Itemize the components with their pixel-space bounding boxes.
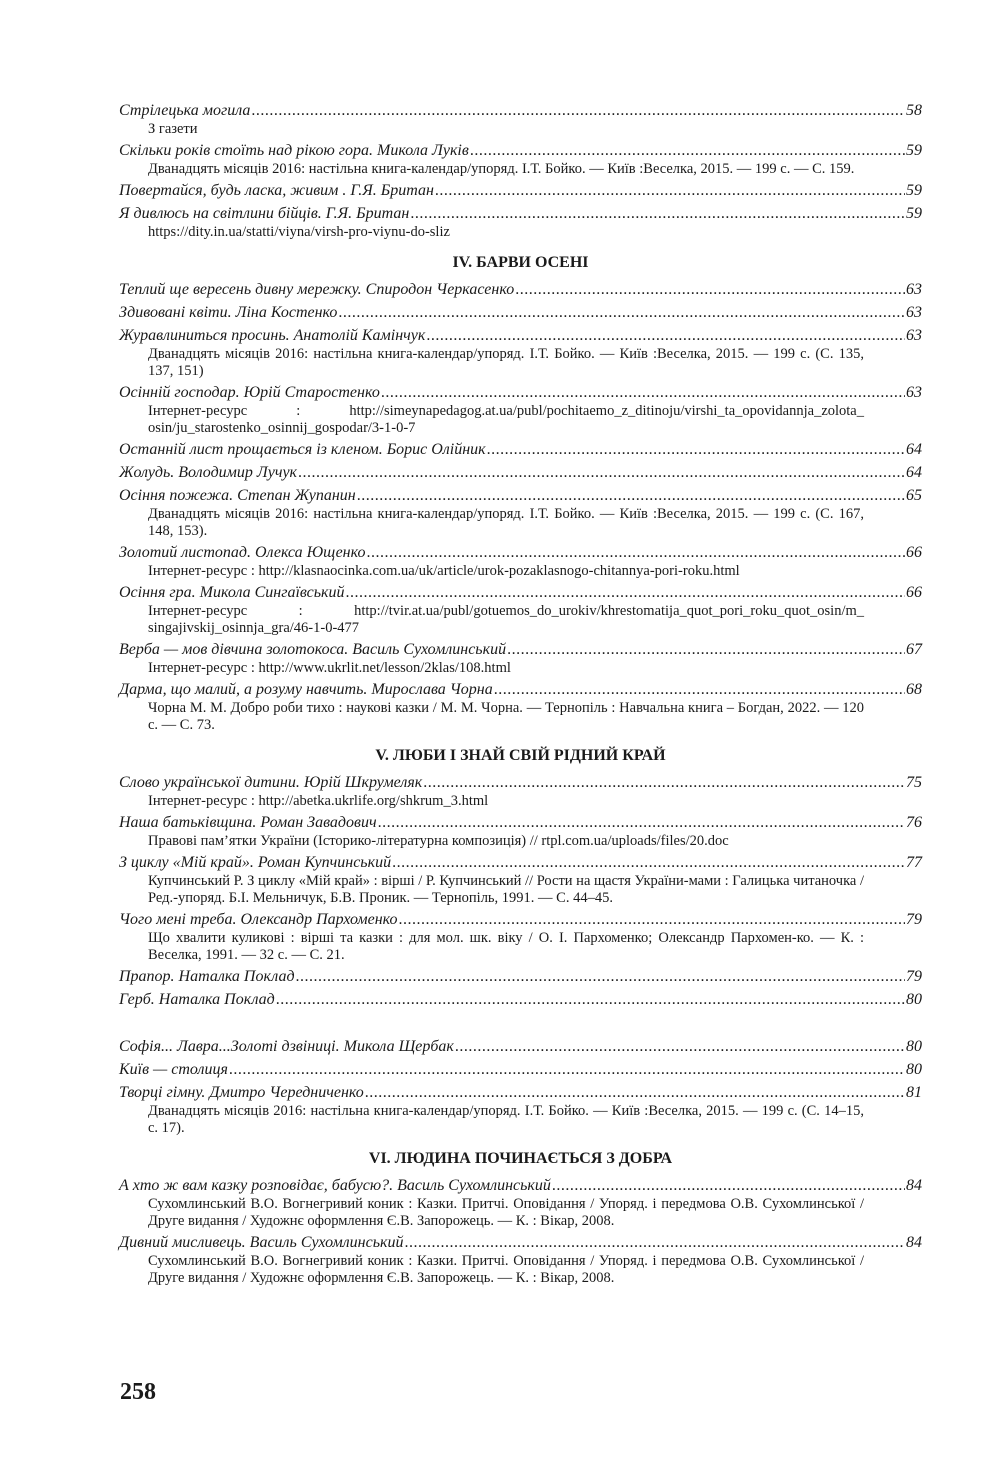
toc-line [119,439,922,460]
entry-title: Повертайся, будь ласка, живим . Г.Я. Британ [119,182,434,199]
toc-entry [119,966,922,987]
entry-page: 64 [906,464,922,481]
leader-dots [552,1175,905,1196]
leader-dots [366,542,905,563]
entry-page: 59 [906,142,922,159]
toc-line [119,582,922,603]
entry-page: 67 [906,641,922,658]
toc-line [119,462,922,483]
entry-page: 76 [906,814,922,831]
section-heading: IV. БАРВИ ОСЕНІ [452,254,589,271]
entry-page: 79 [906,911,922,928]
entry-title: Осіння гра. Микола Сингаївський [119,584,345,601]
leader-dots [251,100,905,121]
entry-title: Здивовані квіти. Ліна Костенко [119,304,338,321]
toc-entry [119,382,922,437]
leader-dots [399,909,905,930]
toc-entry [119,180,922,201]
entry-page: 81 [906,1084,922,1101]
entry-page: 63 [906,281,922,298]
entry-title: З циклу «Мій край». Роман Купчинський [119,854,392,871]
toc-line [119,1175,922,1196]
leader-dots [276,989,905,1010]
toc-line [119,909,922,930]
toc-line [119,302,922,323]
leader-dots [494,679,905,700]
toc-entry [119,203,922,241]
leader-dots [365,1082,905,1103]
entry-source: Що хвалити куликові : вірші та казки : для мол. шк. віку / О. І. Пархоменко; Олександр Пархомен-ко. — К. : Веселка, 1991. — 32 с. — С. 21. [148,930,864,963]
blank-gap [119,1012,922,1036]
entry-source: Дванадцять місяців 2016: настільна книга-календар/упоряд. І.Т. Бойко. — Київ :Веселка, 2015. — 199 с. (С. 135, 137, 151) [148,346,864,379]
entry-source: Дванадцять місяців 2016: настільна книга-календар/упоряд. І.Т. Бойко. — Київ :Веселка, 2015. — 199 с. — С. 159. [148,161,855,177]
toc-entry [119,1059,922,1080]
entry-source: Інтернет-ресурс : http://simeynapedagog.at.ua/publ/pochitaemo_z_ditinoju/virshi_ta_opovidannja_zolota_ osin/ju_starostenko_osinnij_gospodar/3-1-0-7 [148,403,864,436]
toc-line [119,140,922,161]
leader-dots [410,203,905,224]
table-of-contents [119,100,922,1289]
entry-source: Правові пам’ятки України (Історико-літературна композиція) // rtpl.com.ua/uploads/files/20.doc [148,833,729,849]
entry-source: Інтернет-ресурс : http://www.ukrlit.net/lesson/2klas/108.html [148,660,511,676]
leader-dots [296,966,905,987]
toc-line [119,325,922,346]
toc-entry [119,989,922,1010]
entry-source: Сухомлинський В.О. Вогнегривий коник : Казки. Притчі. Оповідання / Упоряд. і передмова О.В. Сухомлинської / Друге видання / Художнє оформлення Є.В. Запорожець. — К. : Вікар, 2008. [148,1253,864,1286]
entry-title: Золотий листопад. Олекса Ющенко [119,544,366,561]
entry-page: 80 [906,991,922,1008]
entry-title: А хто ж вам казку розповідає, бабусю?. Василь Сухомлинський [119,1177,551,1194]
toc-line [119,279,922,300]
entry-source: Дванадцять місяців 2016: настільна книга-календар/упоряд. І.Т. Бойко. — Київ :Веселка, 2015. — 199 с. (С. 14–15, с. 17). [148,1103,864,1136]
toc-group [119,279,922,734]
leader-dots [229,1059,905,1080]
toc-entry [119,439,922,460]
toc-line [119,100,922,121]
entry-page: 68 [906,681,922,698]
toc-line [119,812,922,833]
toc-line [119,639,922,660]
toc-entry [119,909,922,964]
entry-title: Скільки років стоїть над рікою гора. Микола Луків [119,142,469,159]
leader-dots [392,852,905,873]
toc-line [119,989,922,1010]
toc-line [119,485,922,506]
toc-entry [119,1036,922,1057]
entry-title: Жолудь. Володимир Лучук [119,464,298,481]
toc-line [119,852,922,873]
leader-dots [487,439,905,460]
toc-entry [119,100,922,138]
entry-page: 77 [906,854,922,871]
entry-title: Осінній господар. Юрій Старостенко [119,384,380,401]
entry-page: 84 [906,1177,922,1194]
entry-title: Наша батьківщина. Роман Завадович [119,814,377,831]
entry-page: 59 [906,182,922,199]
entry-source: https://dity.in.ua/statti/viyna/virsh-pro-viynu-do-sliz [148,224,450,240]
entry-page: 66 [906,544,922,561]
toc-entry [119,462,922,483]
leader-dots [346,582,905,603]
toc-line [119,966,922,987]
entry-title: Останній лист прощається із кленом. Борис Олійник [119,441,486,458]
toc-entry [119,325,922,380]
entry-title: Дивний мисливець. Василь Сухомлинський [119,1234,404,1251]
toc-entry [119,1232,922,1287]
entry-title: Герб. Наталка Поклад [119,991,275,1008]
entry-source: Чорна М. М. Добро роби тихо : наукові казки / М. М. Чорна. — Тернопіль : Навчальна книга – Богдан, 2022. — 120 с. — С. 73. [148,700,864,733]
toc-entry [119,302,922,323]
toc-entry [119,485,922,540]
entry-page: 63 [906,384,922,401]
toc-entry [119,140,922,178]
toc-group [119,100,922,241]
entry-page: 64 [906,441,922,458]
toc-line [119,1059,922,1080]
entry-page: 84 [906,1234,922,1251]
entry-page: 63 [906,327,922,344]
entry-title: Осіння пожежа. Степан Жупанин [119,487,356,504]
toc-group [119,1036,922,1137]
entry-title: Я дивлюсь на світлини бійців. Г.Я. Британ [119,205,410,222]
entry-title: Чого мені треба. Олександр Пархоменко [119,911,398,928]
toc-line [119,180,922,201]
toc-entry [119,1082,922,1137]
toc-line [119,772,922,793]
leader-dots [507,639,905,660]
toc-entry [119,679,922,734]
entry-page: 79 [906,968,922,985]
entry-title: Софія... Лавра...Золоті дзвіниці. Микола Щербак [119,1038,454,1055]
entry-page: 66 [906,584,922,601]
leader-dots [378,812,905,833]
entry-source: Дванадцять місяців 2016: настільна книга-календар/упоряд. І.Т. Бойко. — Київ :Веселка, 2015. — 199 с. (С. 167, 148, 153). [148,506,864,539]
leader-dots [423,772,905,793]
entry-title: Дарма, що малий, а розуму навчить. Мирослава Чорна [119,681,493,698]
toc-entry [119,1175,922,1230]
toc-line [119,1082,922,1103]
entry-page: 58 [906,102,922,119]
entry-page: 65 [906,487,922,504]
entry-title: Творці гімну. Дмитро Чередниченко [119,1084,364,1101]
toc-line [119,203,922,224]
entry-title: Київ — столиця [119,1061,228,1078]
toc-line [119,542,922,563]
leader-dots [515,279,905,300]
entry-page: 75 [906,774,922,791]
toc-entry [119,639,922,677]
toc-group [119,1175,922,1287]
toc-entry [119,772,922,810]
leader-dots [338,302,905,323]
leader-dots [470,140,905,161]
leader-dots [298,462,905,483]
entry-source: Інтернет-ресурс : http://klasnaocinka.com.ua/uk/article/urok-pozaklasnogo-chitannya-pori-roku.html [148,563,740,579]
entry-source: Купчинський Р. З циклу «Мій край» : вірші / Р. Купчинський // Рости на щастя України-мами : Галицька читаночка / Ред.-упоряд. Б.І. Мельничук, Б.В. Проник. — Тернопіль, 1991. — С. 44–45. [148,873,864,906]
toc-line [119,382,922,403]
toc-entry [119,279,922,300]
leader-dots [455,1036,905,1057]
entry-title: Теплий ще вересень дивну мережку. Спиродон Черкасенко [119,281,515,298]
entry-title: Верба — мов дівчина золотокоса. Василь Сухомлинський [119,641,507,658]
entry-page: 80 [906,1038,922,1055]
entry-page: 80 [906,1061,922,1078]
leader-dots [426,325,905,346]
leader-dots [435,180,905,201]
leader-dots [381,382,905,403]
section-heading: VI. ЛЮДИНА ПОЧИНАЄТЬСЯ З ДОБРА [368,1150,673,1167]
toc-entry [119,542,922,580]
leader-dots [357,485,905,506]
entry-page: 63 [906,304,922,321]
entry-source: Сухомлинський В.О. Вогнегривий коник : Казки. Притчі. Оповідання / Упоряд. і передмова О.В. Сухомлинської / Друге видання / Художнє оформлення Є.В. Запорожець. — К. : Вікар, 2008. [148,1196,864,1229]
entry-source: Інтернет-ресурс : http://tvir.at.ua/publ/gotuemos_do_urokiv/khrestomatija_quot_pori_roku_quot_osin/m_ singajivskij_osinnja_gra/46-1-0-477 [148,603,864,636]
entry-title: Стрілецька могила [119,102,251,119]
toc-group [119,772,922,1010]
entry-title: Журавлиниться просинь. Анатолій Камінчук [119,327,426,344]
toc-entry [119,852,922,907]
toc-entry [119,812,922,850]
toc-line [119,1036,922,1057]
toc-line [119,1232,922,1253]
leader-dots [404,1232,905,1253]
entry-source: Інтернет-ресурс : http://abetka.ukrlife.org/shkrum_3.html [148,793,489,809]
entry-source: З газети [148,121,198,137]
section-heading: V. ЛЮБИ І ЗНАЙ СВІЙ РІДНИЙ КРАЙ [375,747,666,764]
entry-title: Прапор. Наталка Поклад [119,968,295,985]
page-number: 258 [120,1379,156,1405]
toc-line [119,679,922,700]
entry-title: Слово української дитини. Юрій Шкрумеляк [119,774,423,791]
entry-page: 59 [906,205,922,222]
toc-entry [119,582,922,637]
